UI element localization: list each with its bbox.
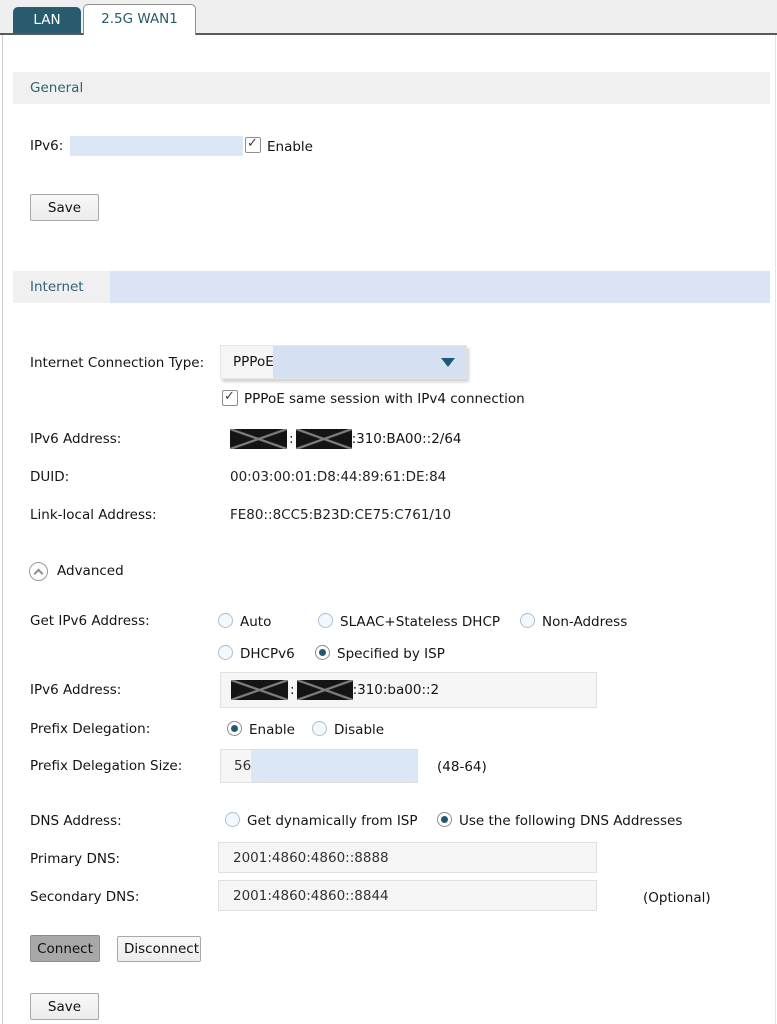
radio-auto-label[interactable]: Auto [240,614,272,630]
pppoe-same-session-label: PPPoE same session with IPv4 connection [244,391,525,407]
ipv6-enable-checkbox[interactable] [245,137,261,153]
pppoe-same-session-checkbox[interactable] [222,390,238,406]
ipv6-enable-label: Enable [267,139,313,155]
ipv6-address-value [230,428,462,450]
internet-section-header [13,271,770,303]
redacted-box [297,680,353,700]
secondary-dns-value: 2001:4860:4860::8844 [233,887,389,904]
radio-slaac-label[interactable]: SLAAC+Stateless DHCP [340,614,501,630]
radio-pd-disable-label[interactable]: Disable [334,722,385,738]
panel-left-border [2,35,3,1024]
prefix-delegation-label: Prefix Delegation: [30,721,151,737]
radio-slaac[interactable] [318,613,333,628]
radio-non-address-label[interactable]: Non-Address [542,614,628,630]
radio-dns-dynamic[interactable] [225,812,240,827]
radio-specified-by-isp[interactable] [315,645,330,660]
secondary-dns-optional-hint: (Optional) [643,890,711,906]
advanced-toggle-label[interactable]: Advanced [57,563,124,579]
link-local-value: FE80::8CC5:B23D:CE75:C761/10 [230,507,452,523]
radio-pd-enable-label[interactable]: Enable [249,722,295,738]
adv-ipv6-address-label: IPv6 Address: [30,682,122,698]
prefix-size-hint: (48-64) [437,759,487,775]
primary-dns-label: Primary DNS: [30,851,121,867]
radio-dns-dynamic-label[interactable]: Get dynamically from ISP [247,813,418,829]
disconnect-button[interactable]: Disconnect [117,936,201,962]
secondary-dns-label: Secondary DNS: [30,889,140,905]
radio-non-address[interactable] [520,613,535,628]
duid-value: 00:03:00:01:D8:44:89:61:DE:84 [230,469,447,485]
redacted-box [231,680,288,700]
radio-dhcpv6[interactable] [218,645,233,660]
redacted-box [296,429,352,449]
collapse-arrow-icon[interactable] [29,562,48,581]
prefix-size-value: 56 [234,758,252,774]
panel-right-border [775,35,776,1024]
selection-highlight [110,271,770,303]
selection-highlight [70,136,243,156]
adv-ipv6-address-value [231,673,439,707]
colon-separator: : [290,682,295,698]
prefix-size-label: Prefix Delegation Size: [30,758,183,774]
general-section-title: General [30,80,84,96]
ipv6-address-suffix: :310:BA00::2/64 [351,431,462,447]
general-section-header [13,72,770,104]
adv-ipv6-address-input[interactable] [220,672,597,708]
secondary-dns-input[interactable] [218,880,597,911]
radio-pd-enable[interactable] [227,721,242,736]
tab-2-5g-wan1[interactable]: 2.5G WAN1 [83,4,196,35]
radio-dns-manual-label[interactable]: Use the following DNS Addresses [459,813,683,829]
selection-highlight [251,750,417,782]
colon-separator: : [289,431,294,447]
connection-type-value: PPPoE [233,354,274,370]
redacted-box [230,429,287,449]
internet-save-button[interactable]: Save [30,993,99,1020]
radio-dns-manual[interactable] [437,812,452,827]
dns-address-label: DNS Address: [30,813,122,829]
chevron-down-icon [441,358,455,367]
get-ipv6-label: Get IPv6 Address: [30,613,150,629]
internet-section-title: Internet [30,279,84,295]
connect-button[interactable]: Connect [30,935,100,962]
connection-type-dropdown[interactable] [220,345,467,379]
radio-auto[interactable] [218,613,233,628]
prefix-size-input[interactable] [220,749,418,783]
duid-label: DUID: [30,469,70,485]
general-save-button[interactable]: Save [30,194,99,221]
radio-pd-disable[interactable] [312,721,327,736]
radio-specified-by-isp-label[interactable]: Specified by ISP [337,646,445,662]
ipv6-address-label: IPv6 Address: [30,431,122,447]
primary-dns-value: 2001:4860:4860::8888 [233,849,389,866]
link-local-label: Link-local Address: [30,507,157,523]
tab-lan[interactable]: LAN [13,7,81,33]
primary-dns-input[interactable] [218,842,597,873]
radio-dhcpv6-label[interactable]: DHCPv6 [240,646,295,662]
selection-highlight [273,346,466,378]
connection-type-label: Internet Connection Type: [30,355,205,371]
adv-ipv6-address-suffix: :310:ba00::2 [352,682,440,698]
ipv6-label: IPv6: [30,138,64,154]
